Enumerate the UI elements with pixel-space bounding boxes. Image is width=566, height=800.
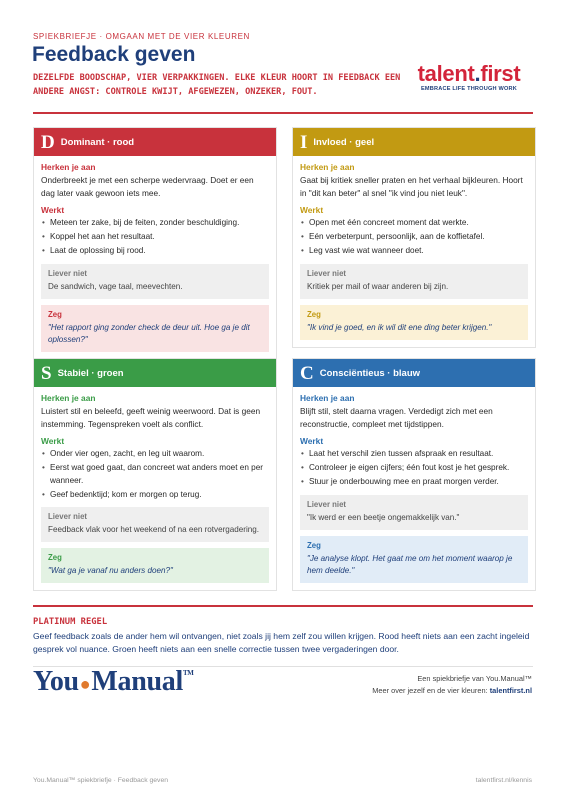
zeg-box — [300, 305, 528, 340]
liever-niet-text: Feedback vlak voor het weekend of na een rotvergadering. — [48, 525, 260, 534]
liever-niet-label: Liever niet — [48, 268, 87, 278]
card-header — [293, 359, 535, 387]
liever-niet-box — [300, 264, 528, 299]
herken-text: Onderbreekt je met een scherpe wedervraag. Doet er een dag later vaak gewoon iets mee. — [41, 175, 254, 198]
liever-niet-text: De sandwich, vage taal, meevechten. — [48, 281, 183, 291]
liever-niet-label: Liever niet — [307, 268, 346, 278]
list-item: • Open met één concreet moment dat werkte. — [300, 217, 528, 230]
werkt-list — [41, 217, 269, 258]
herken-label: Herken je aan — [300, 162, 355, 172]
liever-niet-box — [41, 507, 269, 542]
footer-left: You.Manual™ spiekbriefje · Feedback geven — [33, 777, 169, 784]
list-item: • Onder vier ogen, zacht, en leg uit waarom. — [41, 448, 269, 461]
card-letter: D — [41, 131, 55, 153]
werkt-label: Werkt — [41, 436, 65, 446]
card-header — [293, 128, 535, 156]
brand-wordmark: talent.first — [417, 61, 521, 86]
liever-niet-text: "Ik werd er een beetje ongemakkelijk van." — [307, 512, 460, 522]
brand-slogan: EMBRACE LIFE THROUGH WORK — [420, 86, 518, 92]
logo-dot-icon: ● — [79, 674, 91, 694]
herken-text: Blijft stil, stelt daarna vragen. Verdedigt zich met een reconstructie, compleet met tijdstippen. — [300, 406, 493, 429]
page-title: Feedback geven — [32, 43, 196, 66]
herken-label: Herken je aan — [300, 393, 355, 403]
zeg-box — [41, 548, 269, 583]
card-header — [34, 359, 276, 387]
herken-label: Herken je aan — [41, 162, 96, 172]
list-item: • Eén verbeterpunt, persoonlijk, aan de koffietafel. — [300, 231, 528, 244]
list-item: • Laat het verschil zien tussen afspraak en resultaat. — [300, 448, 528, 461]
platinum-text: Geef feedback zoals de ander hem wil ontvangen, niet zoals jij hem zelf zou willen krijgen. Rood heeft niets aan een zacht ingeleid gesprek vol nuance. Groen heeft niets aan een snelle correctie tussen twee vergaderingen door. — [33, 631, 530, 654]
card-title: Dominant · rood — [60, 136, 135, 148]
card-title: Stabiel · groen — [57, 367, 124, 379]
zeg-label: Zeg — [307, 540, 321, 550]
card-invloed — [292, 127, 536, 348]
zeg-text: "Je analyse klopt. Het gaat me om het moment waarop je hem deelde." — [307, 553, 513, 575]
credit-line: Meer over jezelf en de vier kleuren: talentfirst.nl — [372, 685, 532, 695]
liever-niet-label: Liever niet — [48, 512, 87, 521]
talentfirst-logo — [407, 62, 531, 92]
list-item: • Leg vast wie wat wanneer doet. — [300, 245, 528, 258]
herken-text: Gaat bij kritiek sneller praten en het verhaal bijkleuren. Hoort in "dit kan beter" al snel "ik vind jou niet leuk". — [300, 175, 523, 198]
liever-niet-text: Kritiek per mail of waar anderen bij zijn. — [307, 281, 449, 291]
list-item: • Eerst wat goed gaat, dan concreet wat anders moet en per wanneer. — [41, 462, 269, 487]
card-letter: S — [41, 362, 52, 384]
tagline: DEZELFDE BOODSCHAP, VIER VERPAKKINGEN. ELKE KLEUR HOORT IN FEEDBACK EEN ANDERE ANGST: CONTROLE KWIJT, AFGEWEZEN, ONZEKER, FOUT. — [33, 73, 401, 97]
card-stabiel — [33, 358, 277, 591]
werkt-label: Werkt — [300, 205, 324, 215]
zeg-box — [41, 305, 269, 352]
zeg-box — [300, 536, 528, 583]
header-divider — [33, 112, 533, 114]
platinum-divider — [33, 605, 533, 607]
liever-niet-label: Liever niet — [307, 499, 346, 509]
list-item: • Koppel het aan het resultaat. — [41, 231, 269, 244]
card-title: Invloed · geel — [313, 136, 375, 148]
werkt-list — [41, 448, 269, 501]
list-item: • Laat de oplossing bij rood. — [41, 245, 269, 258]
zeg-label: Zeg — [48, 309, 62, 319]
credit-line: Een spiekbriefje van You.Manual™ — [417, 674, 532, 683]
liever-niet-box — [300, 495, 528, 530]
herken-label: Herken je aan — [41, 393, 96, 403]
card-letter: I — [300, 131, 308, 153]
list-item: • Stuur je onderbouwing mee en praat morgen verder. — [300, 476, 528, 489]
talentfirst-link[interactable]: talentfirst.nl — [489, 685, 532, 695]
werkt-label: Werkt — [41, 205, 65, 215]
list-item: • Controleer je eigen cijfers; één fout kost je het gesprek. — [300, 462, 528, 475]
card-title: Consciëntieus · blauw — [319, 367, 421, 379]
list-item: • Meteen ter zake, bij de feiten, zonder beschuldiging. — [41, 217, 269, 230]
card-header — [34, 128, 276, 156]
list-item: • Geef bedenktijd; kom er morgen op terug. — [41, 489, 269, 502]
werkt-label: Werkt — [300, 436, 324, 446]
card-letter: C — [300, 362, 314, 384]
card-dominant — [33, 127, 277, 360]
zeg-label: Zeg — [307, 309, 321, 319]
eyebrow: SPIEKBRIEFJE · OMGAAN MET DE VIER KLEUREN — [33, 32, 250, 41]
youmanual-logo: You●Manual™ — [33, 666, 194, 697]
platinum-label: PLATINUM REGEL — [33, 617, 108, 627]
credit-block — [372, 673, 532, 696]
zeg-text: "Ik vind je goed, en ik wil dit ene ding beter krijgen." — [307, 322, 492, 332]
zeg-text: "Wat ga je vanaf nu anders doen?" — [48, 566, 173, 575]
werkt-list — [300, 448, 528, 489]
card-consciëntieus — [292, 358, 536, 591]
zeg-text: "Het rapport ging zonder check de deur uit. Hoe ga je dit oplossen?" — [48, 322, 250, 344]
herken-text: Luistert stil en beleefd, geeft weinig weerwoord. Dat is geen instemming. Tegenspreken voelt als conflict. — [41, 406, 261, 429]
zeg-label: Zeg — [48, 553, 62, 562]
liever-niet-box — [41, 264, 269, 299]
footer-right: talentfirst.nl/kennis — [475, 777, 532, 784]
werkt-list — [300, 217, 528, 258]
